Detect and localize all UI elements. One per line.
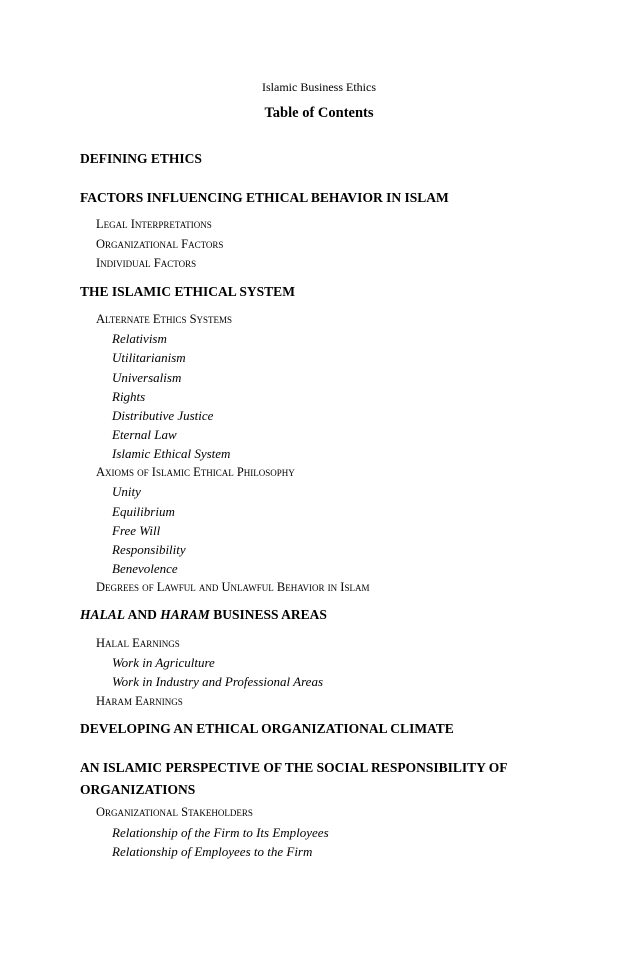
running-title: Islamic Business Ethics [262, 80, 376, 94]
toc-heading: Table of Contents [264, 105, 374, 121]
toc-subsection-individual[interactable]: Individual Factors [96, 256, 197, 270]
toc-subsection-haram-earnings[interactable]: Haram Earnings [96, 694, 183, 708]
toc-item-responsibility[interactable]: Responsibility [112, 542, 186, 557]
toc-item-agriculture[interactable]: Work in Agriculture [112, 655, 215, 670]
toc-section-social-responsibility[interactable]: AN ISLAMIC PERSPECTIVE OF THE SOCIAL RESPONSIBILITY OF ORGANIZATIONS [80, 760, 507, 797]
toc-section-factors[interactable]: FACTORS INFLUENCING ETHICAL BEHAVIOR IN ISLAM [80, 190, 449, 205]
toc-item-relativism[interactable]: Relativism [112, 331, 167, 346]
toc-item-benevolence[interactable]: Benevolence [112, 561, 178, 576]
haram-term: HARAM [160, 607, 210, 622]
halal-term: HALAL [80, 607, 126, 622]
toc-item-firm-to-employees[interactable]: Relationship of the Firm to Its Employees [112, 825, 329, 840]
toc-subsection-legal[interactable]: Legal Interpretations [96, 217, 212, 231]
toc-item-equilibrium[interactable]: Equilibrium [112, 504, 175, 519]
toc-section-climate[interactable]: DEVELOPING AN ETHICAL ORGANIZATIONAL CLIMATE [80, 721, 454, 736]
toc-item-rights[interactable]: Rights [112, 389, 146, 404]
toc-item-eternal-law[interactable]: Eternal Law [112, 427, 177, 442]
toc-subsection-axioms[interactable]: Axioms of Islamic Ethical Philosophy [96, 465, 295, 479]
toc-subsection-halal-earnings[interactable]: Halal Earnings [96, 636, 180, 650]
toc-item-unity[interactable]: Unity [112, 484, 141, 499]
section-title-rest: BUSINESS AREAS [209, 607, 327, 622]
toc-subsection-stakeholders[interactable]: Organizational Stakeholders [96, 805, 253, 819]
toc-item-employees-to-firm[interactable]: Relationship of Employees to the Firm [112, 844, 313, 859]
toc-item-islamic-ethical-system[interactable]: Islamic Ethical System [112, 446, 231, 461]
toc-subsection-organizational[interactable]: Organizational Factors [96, 237, 224, 251]
toc-section-defining-ethics[interactable]: DEFINING ETHICS [80, 151, 202, 166]
toc-item-free-will[interactable]: Free Will [112, 523, 161, 538]
toc-subsection-degrees[interactable]: Degrees of Lawful and Unlawful Behavior in Islam [96, 580, 370, 594]
toc-item-distributive-justice[interactable]: Distributive Justice [112, 408, 214, 423]
toc-item-utilitarianism[interactable]: Utilitarianism [112, 350, 186, 365]
toc-item-universalism[interactable]: Universalism [112, 370, 182, 385]
and-word: AND [125, 607, 161, 622]
toc-section-ethical-system[interactable]: THE ISLAMIC ETHICAL SYSTEM [80, 284, 295, 299]
toc-subsection-alternate[interactable]: Alternate Ethics Systems [96, 312, 233, 326]
toc-section-halal-haram[interactable] [80, 607, 327, 623]
toc-item-industry[interactable]: Work in Industry and Professional Areas [112, 674, 324, 689]
